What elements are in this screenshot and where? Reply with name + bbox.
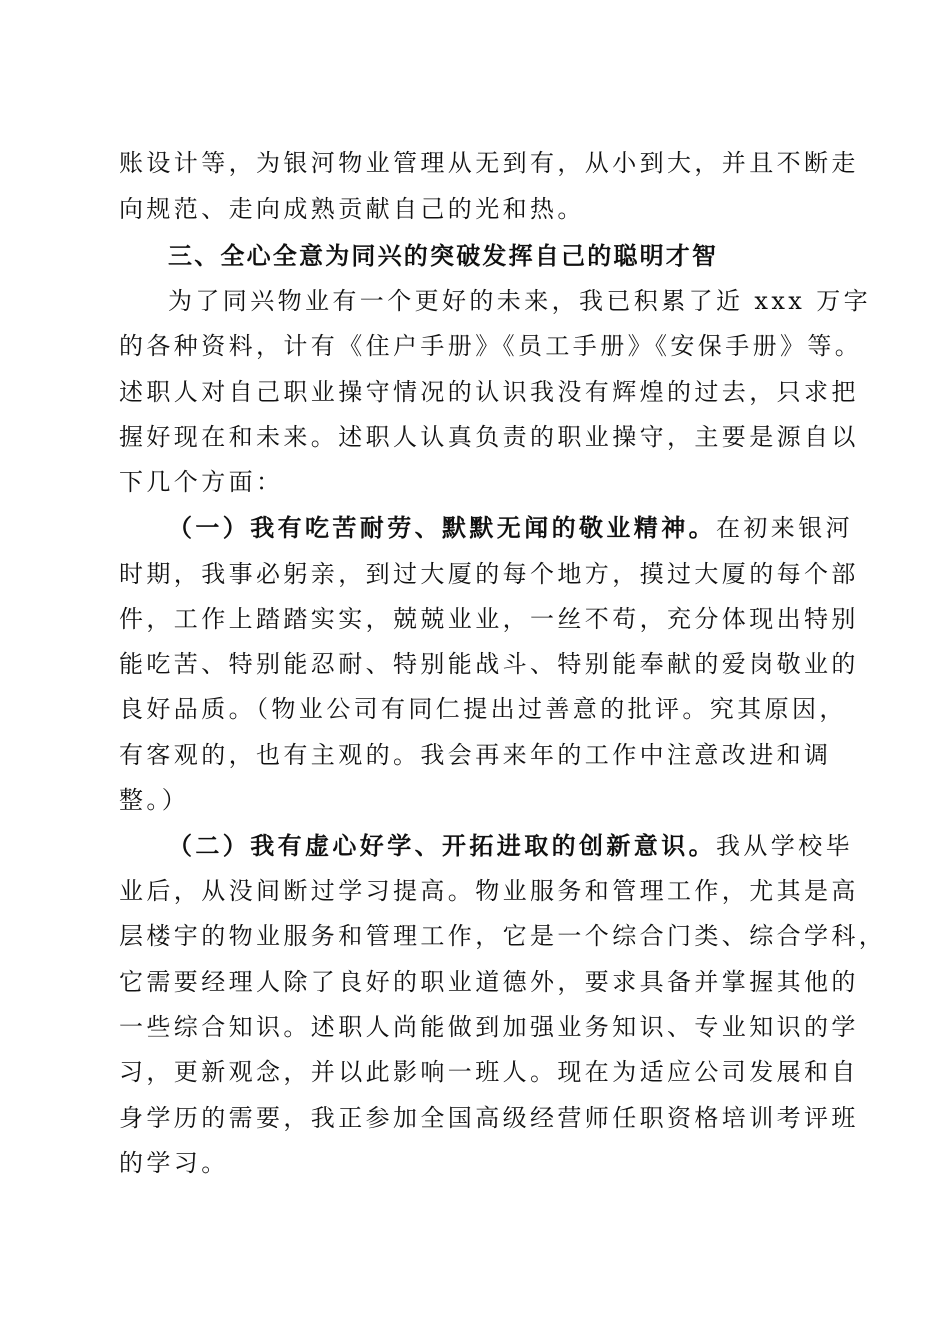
paragraph-4-lead: （二）我有虚心好学、开拓进取的创新意识。 [168,831,716,860]
paragraph-4-line-6: 习，更新观念，并以此影响一班人。现在为适应公司发展和自 [119,1058,859,1086]
paragraph-4-line-3: 层楼宇的物业服务和管理工作，它是一个综合门类、综合学科， [119,922,887,950]
paragraph-2-line-3: 述职人对自己职业操守情况的认识我没有辉煌的过去，只求把 [119,378,859,406]
paragraph-3-line-3: 件，工作上踏踏实实，兢兢业业，一丝不苟，充分体现出特别 [119,605,859,633]
paragraph-4-line-7: 身学历的需要，我正参加全国高级经营师任职资格培训考评班 [119,1104,859,1132]
paragraph-3-line-1 [168,513,853,543]
paragraph-3-lead: （一）我有吃苦耐劳、默默无闻的敬业精神。 [168,513,716,542]
paragraph-3-line-6: 有客观的，也有主观的。我会再来年的工作中注意改进和调 [119,741,832,769]
paragraph-2-line-1: 为了同兴物业有一个更好的未来，我已积累了近 xxx 万字 [168,287,872,315]
section-heading: 三、全心全意为同兴的突破发挥自己的聪明才智 [168,242,719,270]
paragraph-4-line-5: 一些综合知识。述职人尚能做到加强业务知识、专业知识的学 [119,1013,859,1041]
paragraph-1-line-2: 向规范、走向成熟贡献自己的光和热。 [119,195,585,223]
paragraph-1-line-1: 账设计等，为银河物业管理从无到有，从小到大，并且不断走 [119,149,859,177]
paragraph-2-line-5: 下几个方面： [119,468,284,496]
paragraph-3-line-5: 良好品质。（物业公司有同仁提出过善意的批评。究其原因， [119,695,847,723]
paragraph-4-first-line-rest: 我从学校毕 [716,832,853,860]
paragraph-4-line-2: 业后，从没间断过学习提高。物业服务和管理工作，尤其是高 [119,877,859,905]
paragraph-4-line-4: 它需要经理人除了良好的职业道德外，要求具备并掌握其他的 [119,968,859,996]
paragraph-3-first-line-rest: 在初来银河 [716,514,853,542]
paragraph-3-line-2: 时期，我事必躬亲，到过大厦的每个地方，摸过大厦的每个部 [119,560,859,588]
paragraph-4-line-1 [168,831,853,861]
paragraph-2-line-4: 握好现在和未来。述职人认真负责的职业操守，主要是源自以 [119,423,859,451]
paragraph-3-line-7: 整。） [119,786,190,814]
paragraph-3-line-4: 能吃苦、特别能忍耐、特别能战斗、特别能奉献的爱岗敬业的 [119,650,859,678]
paragraph-4-line-8: 的学习。 [119,1149,229,1177]
paragraph-2-line-2: 的各种资料，计有《住户手册》《员工手册》《安保手册》等。 [119,332,863,360]
